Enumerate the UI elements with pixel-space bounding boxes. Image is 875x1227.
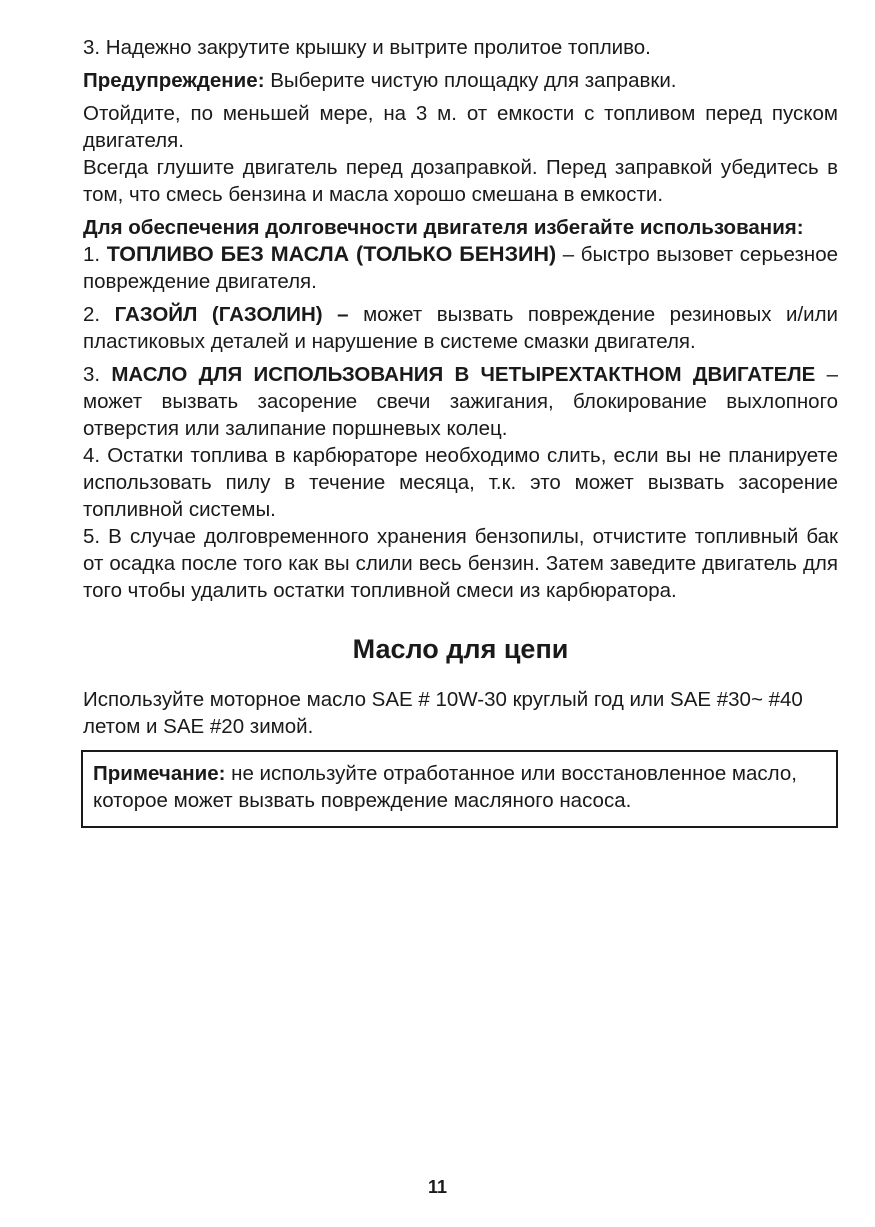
avoid-heading xyxy=(83,214,838,241)
step-3-text: 3. Надежно закрутите крышку и вытрите пролитое топливо. xyxy=(83,36,651,59)
note-paragraph xyxy=(93,760,826,814)
item-number: 1. xyxy=(83,243,107,266)
page-number: 11 xyxy=(427,1177,448,1197)
warning-text: Выберите чистую площадку для заправки. xyxy=(264,69,677,92)
item-text: – может вызвать засорение свечи зажигания, блокирование выхлопного отверстия или залипание поршневых колец. xyxy=(83,363,838,440)
item-title: ГАЗОЙЛ (ГАЗОЛИН) – xyxy=(114,303,349,326)
refuel-paragraph: Всегда глушите двигатель перед дозаправкой. Перед заправкой убедитесь в том, что смесь бензина и масла хорошо смешана в емкости. xyxy=(83,156,838,206)
note-text: не используйте отработанное или восстановленное масло, которое может вызвать повреждение масляного насоса. xyxy=(93,762,797,812)
warning-label: Предупреждение: xyxy=(83,69,265,92)
avoid-item-3 xyxy=(83,361,838,442)
item-5-paragraph: 5. В случае долговременного хранения бензопилы, отчистите топливный бак от осадка после того как вы слили весь бензин. Затем заведите двигатель для того чтобы удалить остатки топливной смеси из карбюратора. xyxy=(83,525,838,602)
avoid-heading-text: Для обеспечения долговечности двигателя избегайте использования: xyxy=(83,216,804,239)
warning-paragraph xyxy=(83,67,838,94)
item-4-paragraph: 4. Остатки топлива в карбюраторе необходимо слить, если вы не планируете использовать пилу в течение месяца, т.к. это может вызвать засорение топливной системы. xyxy=(83,444,838,521)
item-text: – быстро вызовет серьезное повреждение двигателя. xyxy=(83,243,839,293)
item-text: может вызвать повреждение резиновых и/или пластиковых деталей и нарушение в системе смазки двигателя. xyxy=(83,303,838,353)
note-label: Примечание: xyxy=(93,762,226,785)
item-number: 2. xyxy=(83,303,115,326)
avoid-item-1 xyxy=(83,241,838,295)
avoid-item-2 xyxy=(83,301,838,355)
distance-paragraph: Отойдите, по меньшей мере, на 3 м. от емкости с топливом перед пуском двигателя. xyxy=(83,102,838,152)
note-box xyxy=(81,750,838,828)
item-title: МАСЛО ДЛЯ ИСПОЛЬЗОВАНИЯ В ЧЕТЫРЕХТАКТНОМ ДВИГАТЕЛЕ xyxy=(111,363,816,386)
item-number: 3. xyxy=(83,363,112,386)
item-title: ТОПЛИВО БЕЗ МАСЛА (ТОЛЬКО БЕНЗИН) xyxy=(106,242,557,266)
chain-oil-paragraph: Используйте моторное масло SAE # 10W-30 круглый год или SAE #30~ #40 летом и SAE #20 зимой. xyxy=(83,688,803,738)
document-page xyxy=(83,34,838,828)
section-title: Масло для цепи xyxy=(352,634,569,664)
